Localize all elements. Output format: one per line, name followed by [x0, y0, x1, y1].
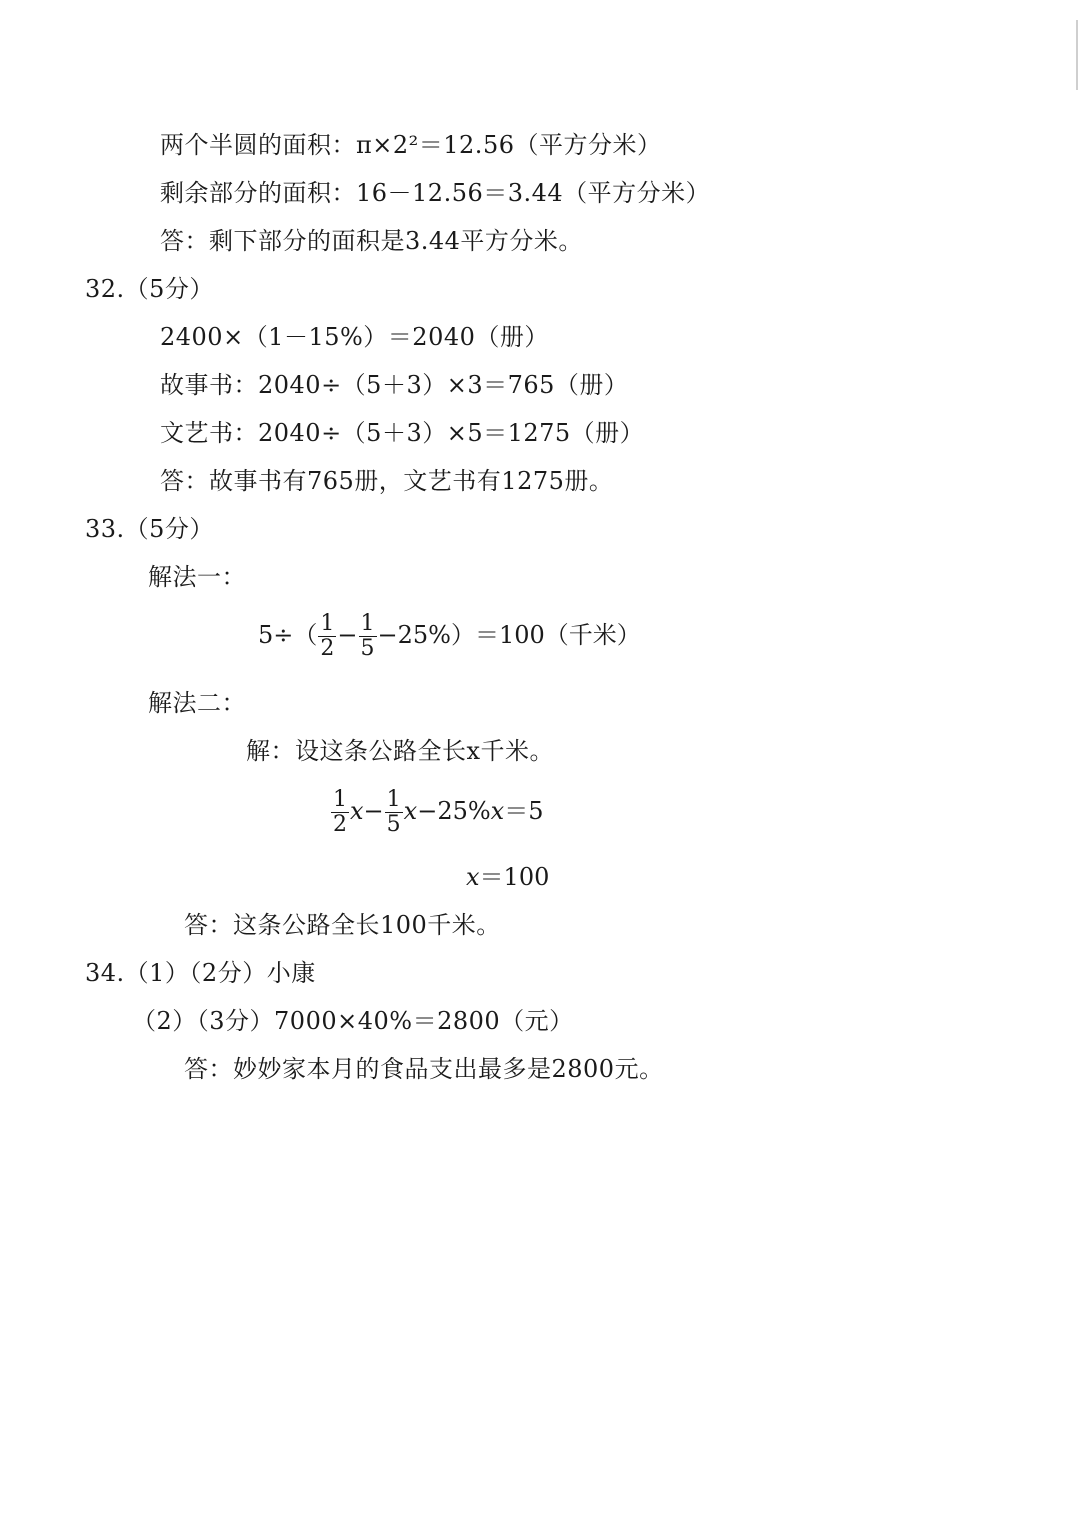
literature-books-line: 文艺书：2040÷（5＋3）×5＝1275（册）: [160, 419, 645, 447]
question-32-heading: 32.（5分）: [85, 275, 214, 303]
answer-31-line: 答：剩下部分的面积是3.44平方分米。: [160, 227, 583, 255]
method-one-label: 解法一：: [148, 563, 246, 591]
method-two-label: 解法二：: [148, 689, 246, 717]
semicircle-area-line: [160, 130, 661, 160]
question-34-part2: （2）（3分）7000×40%＝2800（元）: [132, 1007, 574, 1035]
fraction-one-half-x: $\frac{1}{2}$: [333, 787, 347, 837]
fraction-one-fifth: $\frac{1}{5}$: [360, 611, 375, 661]
answer-32-line: 答：故事书有765册，文艺书有1275册。: [160, 467, 614, 495]
fraction-one-fifth-x: $\frac{1}{5}$: [386, 787, 401, 837]
let-variable-line: 解：设这条公路全长x千米。: [246, 737, 555, 765]
page-edge-mark: [1076, 20, 1078, 90]
remaining-area-line: 剩余部分的面积：16－12.56＝3.44（平方分米）: [160, 179, 711, 207]
answer-33-line: 答：这条公路全长100千米。: [184, 911, 501, 939]
question-34-part1: 34.（1）（2分）小康: [85, 959, 316, 987]
question-33-heading: 33.（5分）: [85, 515, 214, 543]
total-books-line: 2400×（1－15%）＝2040（册）: [160, 323, 549, 351]
fraction-one-half: $\frac{1}{2}$: [320, 611, 335, 661]
semicircle-area-text: 两个半圆的面积：π×2²＝12.56（平方分米）: [160, 131, 662, 159]
answer-34-line: 答：妙妙家本月的食品支出最多是2800元。: [184, 1055, 664, 1083]
solution-line: x＝100: [466, 863, 550, 891]
story-books-line: 故事书：2040÷（5＋3）×3＝765（册）: [160, 371, 629, 399]
method-one-equation: 5÷（ $\frac{1}{2}$ − $\frac{1}{5}$ −25%）＝100（千米）: [258, 611, 641, 661]
method-two-equation: $\frac{1}{2}$ x− $\frac{1}{5}$ x−25%x＝5: [333, 787, 544, 837]
